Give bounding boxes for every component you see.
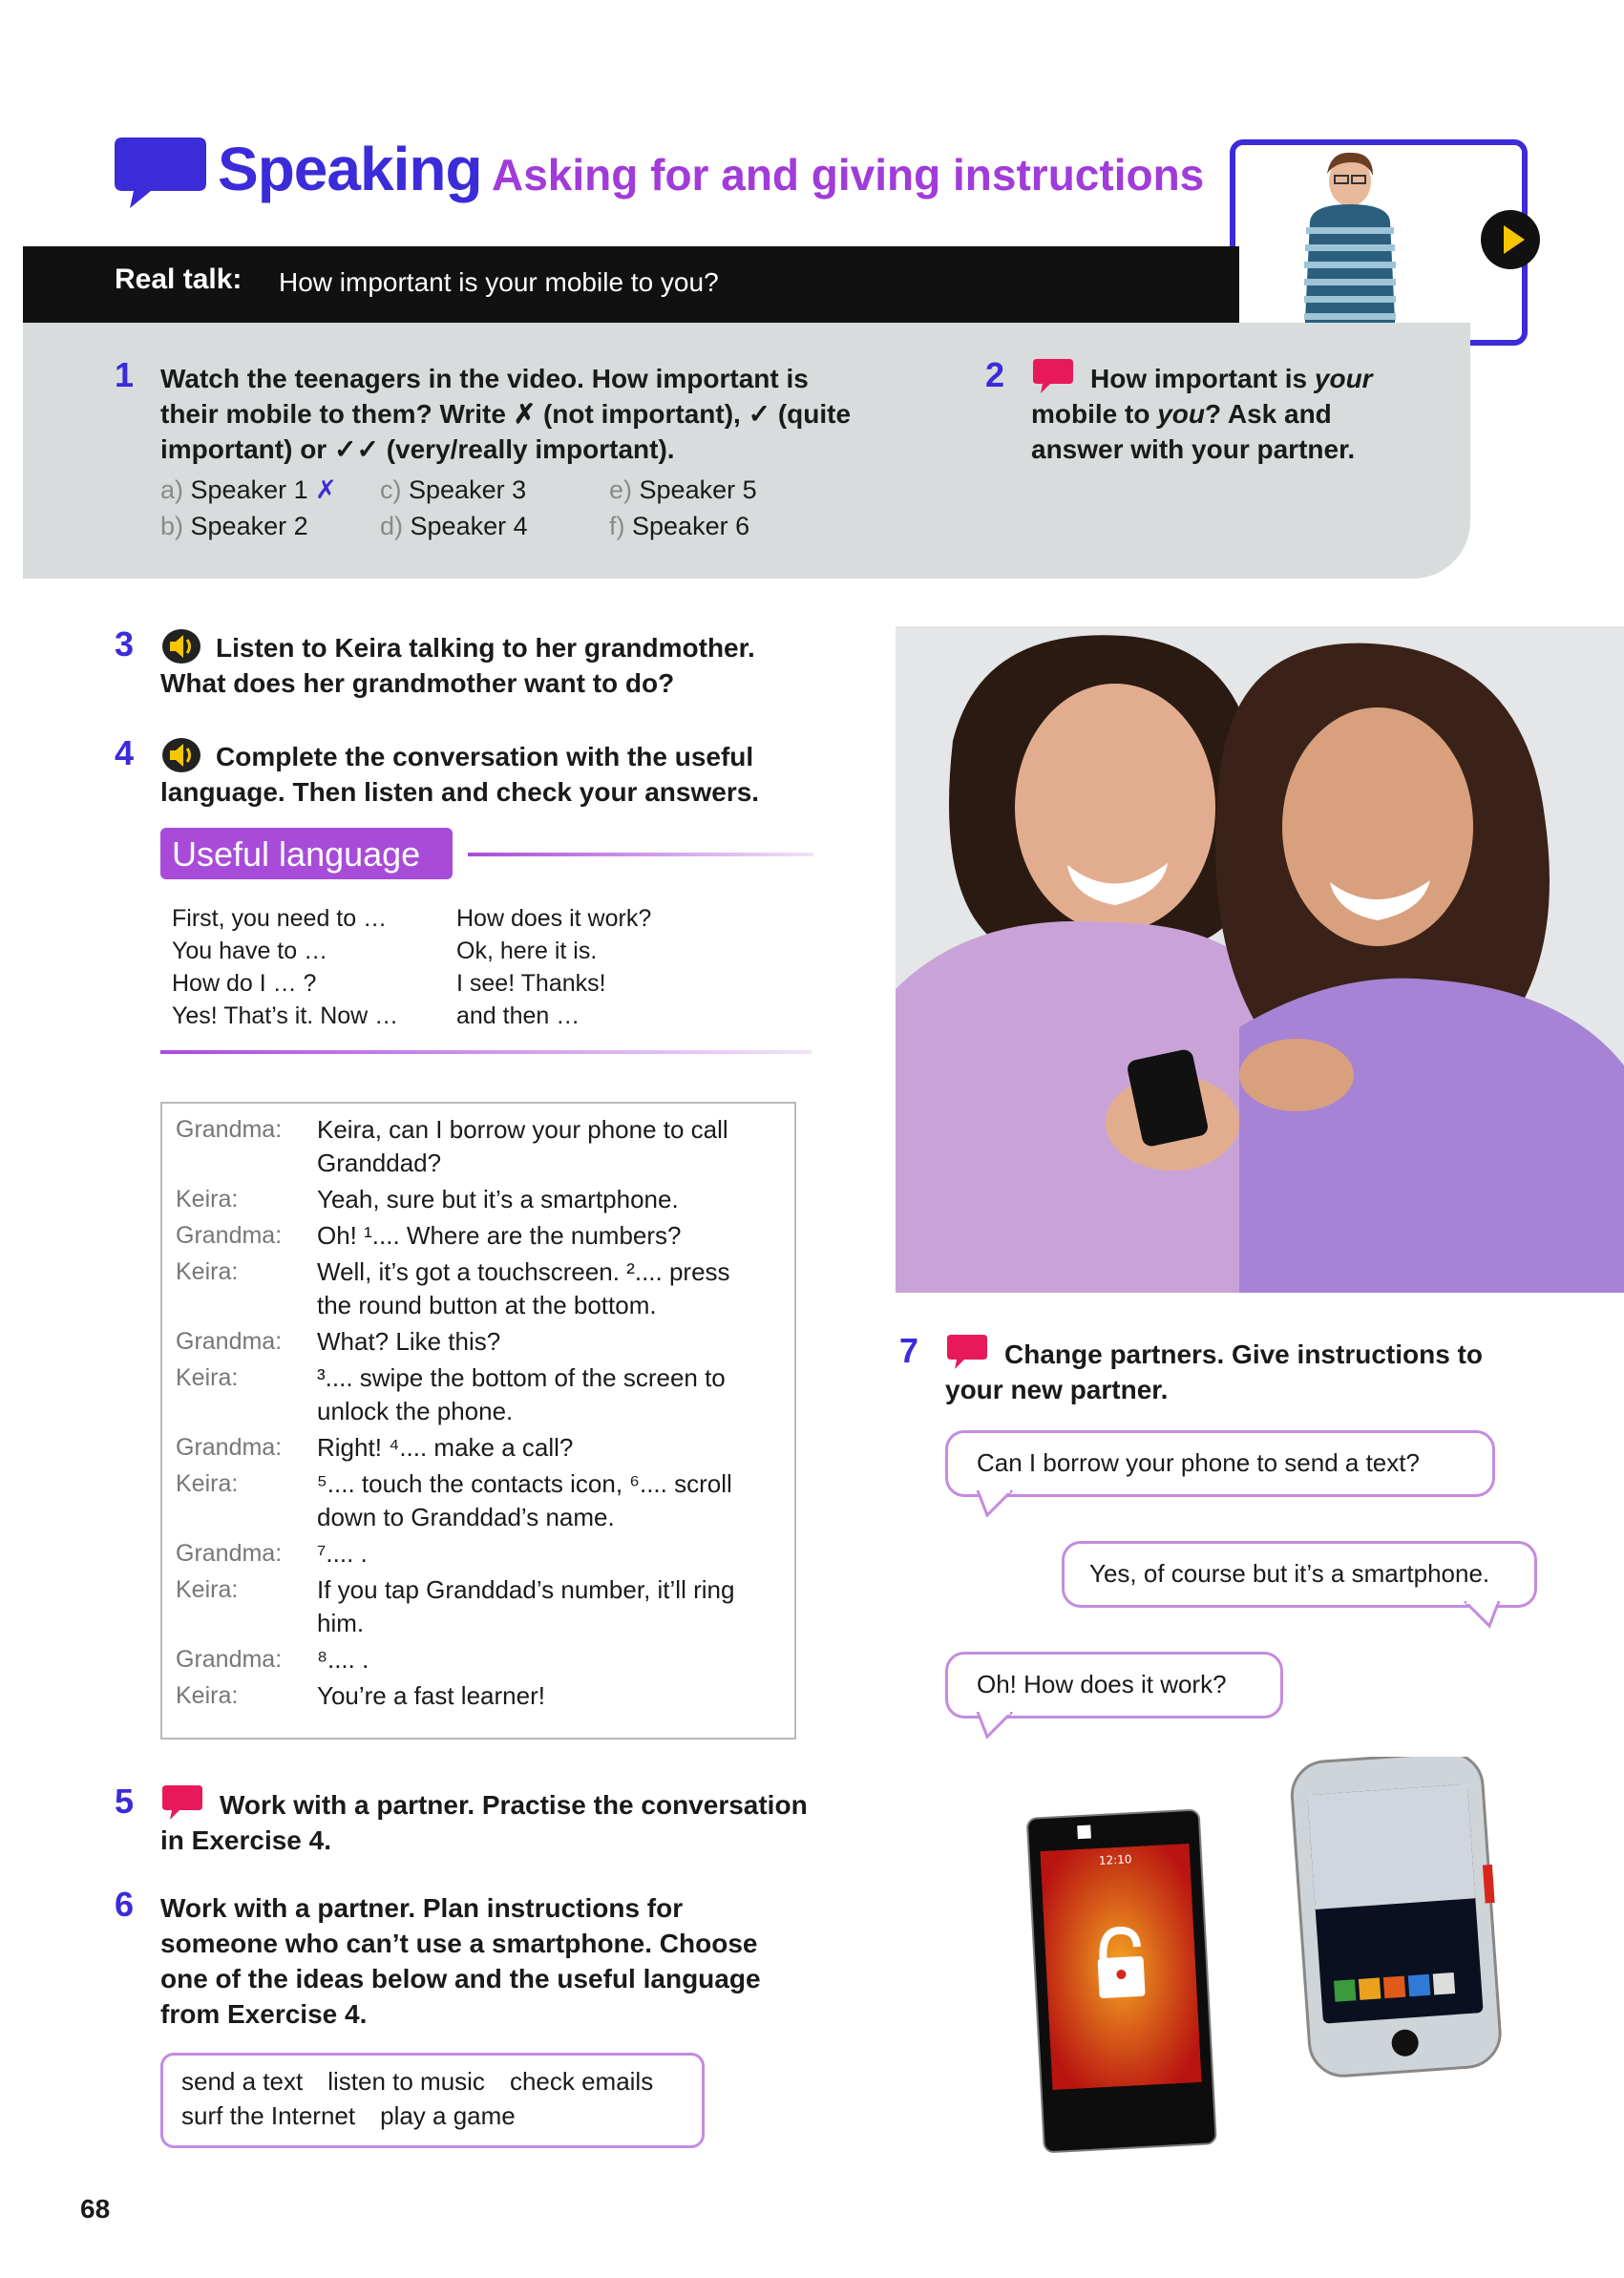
exercise-5-instruction: Work with a partner. Practise the conversation in Exercise 4.	[160, 1790, 808, 1855]
exercise-4-instruction: Complete the conversation with the useful language. Then listen and check your answers.	[160, 742, 760, 807]
exercise-1-item-a: a) Speaker 1 ✗	[160, 475, 337, 504]
exercise-3-number: 3	[115, 624, 135, 664]
conversation-line: Keira: If you tap Granddad’s number, it’ll ring him.	[176, 1575, 735, 1637]
conversation-line: Keira: ³.... swipe the bottom of the screen to unlock the phone.	[176, 1363, 726, 1425]
ideas-row	[181, 2067, 653, 2097]
conversation-line: Grandma: Keira, can I borrow your phone to call Granddad?	[176, 1115, 728, 1177]
exercise-1-item-f: f) Speaker 6	[609, 512, 750, 540]
conversation-line: Grandma: What? Like this?	[176, 1327, 501, 1356]
speech-bubble-tail	[974, 1490, 1016, 1519]
exercise-7-instruction: Change partners. Give instructions to your new partner.	[945, 1339, 1483, 1404]
exercise-1-item-c: c) Speaker 3	[380, 475, 527, 504]
speech-bubble-tail	[1461, 1601, 1503, 1630]
exercise-3-instruction: Listen to Keira talking to her grandmother. What does her grandmother want to do?	[160, 633, 755, 698]
cross-mark: ✗	[315, 475, 337, 504]
exercise-2-number: 2	[985, 355, 1005, 394]
speech-bubble: Oh! How does it work?	[945, 1652, 1283, 1719]
phone-screen-time: 12:10	[1098, 1852, 1132, 1868]
idea-item: play a game	[380, 2101, 516, 2130]
smartphones-illustration	[1006, 1757, 1541, 2158]
page-subtitle: Asking for and giving instructions	[492, 150, 1205, 200]
exercise-5-number: 5	[115, 1782, 135, 1821]
exercise-1-item-d: d) Speaker 4	[380, 512, 528, 540]
conversation-line: Keira: Yeah, sure but it’s a smartphone.	[176, 1185, 679, 1213]
exercise-1-instruction: Watch the teenagers in the video. How important is their mobile to them? Write ✗ (not important), ✓ (quite important) or ✓✓ (very/really important).	[160, 364, 852, 464]
idea-item: send a text	[181, 2067, 304, 2096]
useful-language-column-2: How does it work? Ok, here it is. I see! Thanks! and then …	[456, 905, 652, 1029]
teenager-video-still	[1235, 145, 1522, 340]
conversation-line: Grandma: ⁷.... .	[176, 1539, 368, 1568]
exercise-1-item-b: b) Speaker 2	[160, 512, 308, 540]
useful-language-label: Useful language	[172, 834, 421, 874]
exercise-1-item-e: e) Speaker 5	[609, 475, 757, 504]
conversation-line: Grandma: Oh! ¹.... Where are the numbers?	[176, 1221, 682, 1250]
exercise-1-number: 1	[115, 355, 135, 394]
conversation-line: Keira: You’re a fast learner!	[176, 1681, 545, 1710]
conversation-line: Keira: ⁵.... touch the contacts icon, ⁶.... scroll down to Granddad’s name.	[176, 1469, 732, 1531]
conversation-line: Grandma: Right! ⁴.... make a call?	[176, 1433, 574, 1462]
grandmother-granddaughter-photo	[896, 626, 1624, 1293]
speaking-icon	[113, 134, 208, 210]
page-number: 68	[80, 2194, 111, 2224]
speech-bubble: Can I borrow your phone to send a text?	[945, 1430, 1495, 1497]
idea-item: check emails	[509, 2067, 654, 2096]
conversation	[176, 1113, 777, 1713]
exercise-6-number: 6	[115, 1885, 135, 1924]
exercise-7-number: 7	[899, 1331, 919, 1370]
exercise-2-instruction: How important is your mobile to you? Ask and answer with your partner.	[1031, 364, 1373, 464]
conversation-line: Grandma: ⁸.... .	[176, 1645, 369, 1674]
exercise-6-instruction: Work with a partner. Plan instructions for someone who can’t use a smartphone. Choose one of the ideas below and the useful language from Exercise 4.	[160, 1893, 761, 2029]
speech-bubble-tail	[974, 1712, 1016, 1740]
ideas-row	[181, 2101, 516, 2131]
play-icon	[1481, 210, 1540, 269]
real-talk-question: How important is your mobile to you?	[279, 267, 719, 297]
divider	[160, 1050, 812, 1054]
play-video-button[interactable]	[1481, 210, 1540, 269]
exercise-4-number: 4	[115, 733, 135, 772]
idea-item: surf the Internet	[181, 2101, 356, 2130]
idea-item: listen to music	[327, 2067, 485, 2096]
speech-bubble: Yes, of course but it’s a smartphone.	[1062, 1541, 1537, 1608]
divider	[468, 853, 813, 856]
real-talk-label: Real talk:	[115, 264, 243, 295]
conversation-line: Keira: Well, it’s got a touchscreen. ².... press the round button at the bottom.	[176, 1257, 730, 1319]
page-title: Speaking	[218, 135, 482, 203]
useful-language-column-1: First, you need to … You have to … How do I … ? Yes! That’s it. Now …	[172, 905, 399, 1029]
